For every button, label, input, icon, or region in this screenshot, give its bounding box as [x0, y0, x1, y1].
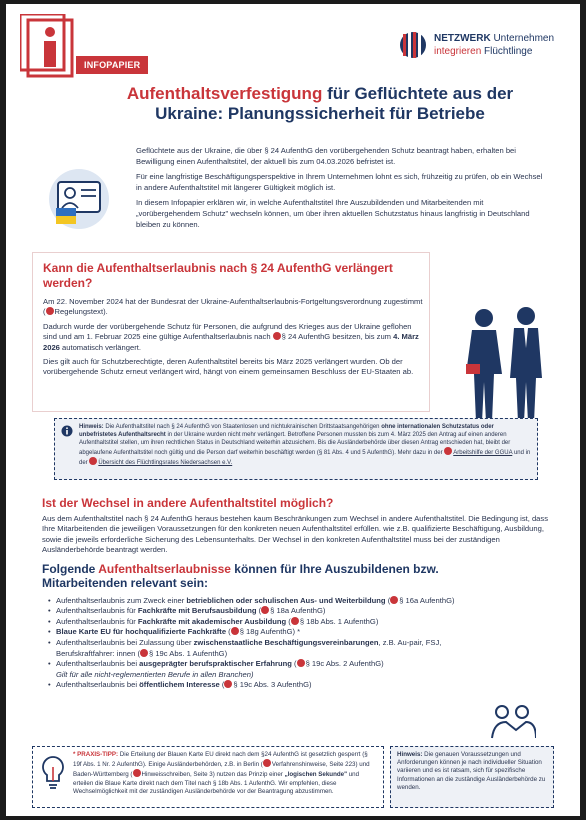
permit-law-link[interactable]: § 18a AufenthG [270, 606, 323, 616]
paragraph24-link[interactable]: § 24 AufenthG [281, 332, 331, 342]
intro-text [136, 146, 544, 235]
link-icon [133, 769, 141, 777]
permit-law-link[interactable]: § 19c Abs. 1 AufenthG [149, 648, 225, 658]
info-icon [61, 425, 73, 437]
hinweis-box-2: Hinweis: Die genauen Voraussetzungen und Anforderungen können je nach individueller Situation variieren und es ist ratsam, sich für spezifische Informationen an die zuständige Ausländerbehörde zu wenden. [390, 746, 554, 808]
link-icon [263, 759, 271, 767]
hinweis-box-1: Hinweis: Die Aufenthaltstitel nach § 24 AufenthG von Staatenlosen und nichtukrainischen Drittstaatsangehörigen ohne internationalen Schutzstatus oder unbefristetes Aufenthaltsrecht in der Ukraine wurden nicht mehr verlängert. Betroffene Personen mussten bis zum 4. März 2025 den Antrag auf einen anderen Aufenthaltstitel stellen, um ihren rechtlichen Status in Deutschland weiterhin abzusichern. Bis die Ausländerbehörde über diesen Antrag entschieden hat, bleibt der abgelaufene Aufenthaltstitel noch gültig und die Person darf weiterhin beschäftigt werden (§ 81 Abs. 4 und 5 AufenthG). Mehr dazu in der Arbeitshilfe der GGUA und in der Übersicht des Flüchtlingsrates Niedersachsen e.V. [54, 418, 538, 480]
permit-list [48, 596, 468, 691]
permit-list-item: • Aufenthaltserlaubnis bei Zulassung über zwischenstaatliche Beschäftigungsvereinbarungen, z.B. Au-pair, FSJ, Berufskraftfahrer: innen ( § 19c Abs. 1 AufenthG) [48, 638, 468, 659]
permit-list-item: • Aufenthaltserlaubnis bei öffentlichem Interesse ( § 19c Abs. 3 AufenthG) [48, 680, 468, 691]
globe-logo-icon [398, 30, 428, 60]
ukraine-id-card-icon [48, 168, 110, 230]
hinweisschreiben-link[interactable]: Hinweisschreiben, Seite 3 [141, 771, 213, 779]
link-icon [140, 649, 148, 657]
section1-heading: Kann die Aufenthaltserlaubnis nach § 24 AufenthG verlängert werden? [43, 261, 393, 290]
permit-law-link[interactable]: § 19c Abs. 3 AufenthG [233, 680, 309, 690]
link-icon [390, 596, 398, 604]
permit-list-item: • Aufenthaltserlaubnis zum Zweck einer betrieblichen oder schulischen Aus- und Weiterbildung ( § 16a AufenthG) [48, 596, 468, 607]
link-icon [291, 617, 299, 625]
page-title: Aufenthaltsverfestigung für Geflüchtete aus der Ukraine: Planungssicherheit für Betriebe [126, 84, 514, 123]
link-icon [231, 627, 239, 635]
netzwerk-logo [398, 30, 576, 66]
intro-paragraph: Geflüchtete aus der Ukraine, die über § 24 AufenthG den vorübergehenden Schutz beantragt haben, erhalten bei Bewilligung einen Aufenthaltstitel, der aktuell bis zum 04.03.2026 befristet ist. [136, 146, 516, 166]
section-verlaengerung [32, 252, 430, 412]
link-icon [273, 332, 281, 340]
link-icon [297, 659, 305, 667]
permit-list-item: • Blaue Karte EU für hochqualifizierte Fachkräfte ( § 18g AufenthG) * [48, 627, 468, 638]
section2-heading: Ist der Wechsel in andere Aufenthaltstitel möglich? [42, 496, 334, 510]
uebersicht-link[interactable]: Übersicht des Flüchtlingsrates Niedersachsen e.V. [98, 460, 233, 466]
permit-law-link[interactable]: § 19c Abs. 2 AufenthG [305, 659, 382, 669]
permit-list-item: • Aufenthaltserlaubnis für Fachkräfte mit Berufsausbildung ( § 18a AufenthG) [48, 606, 468, 617]
intro-paragraph: Für eine langfristige Beschäftigungsperspektive in Ihrem Unternehmen lohnt es sich, frühzeitig zu prüfen, ob ein Wechsel in andere Aufenthaltstitel mit längerer Gültigkeit möglich ist. [136, 172, 543, 192]
section2-lead: Aus dem Aufenthaltstitel nach § 24 AufenthG heraus bestehen kaum Beschränkungen zum Wechsel in andere Aufenthaltstitel. Die Bedingung ist, dass Ihre Mitarbeitenden die jeweiligen Voraussetzungen für den konkreten neuen Aufenthaltstitel erfüllen. wie z.B. qualifizierte Beschäftigung, Ausbildung, sowie die jeweils erforderliche Sicherung des Lebensunterhalts. Der Wechsel in den konkreten Aufenthaltstitel muss bei der zuständigen Ausländerbehörde beantragt werden. [42, 514, 549, 555]
intro-paragraph: In diesem Infopapier erklären wir, in welche Aufenthaltstitel Ihre Auszubildenden und Mitarbeitenden mit „vorübergehendem Schutz" wechseln können, um über ihren aktuellen Schutzstatus hinaus langfristig in Deutschland bleiben zu können. [136, 198, 530, 229]
arbeitshilfe-link[interactable]: Arbeitshilfe der GGUA [453, 450, 513, 456]
link-icon [224, 680, 232, 688]
link-icon [89, 457, 97, 465]
netzwerk-line2: integrieren Flüchtlinge [434, 46, 533, 57]
infopapier-logo [20, 14, 141, 80]
link-icon [261, 606, 269, 614]
infopapier-badge: INFOPAPIER [76, 56, 148, 74]
permit-law-link[interactable]: § 18b Abs. 1 AufenthG [299, 616, 376, 626]
infopaper-page [6, 4, 580, 816]
link-icon [46, 307, 54, 315]
praxis-tipp-box: * PRAXIS-TIPP: Die Erteilung der Blauen Karte EU direkt nach dem §24 AufenthG ist gesetzlich gesperrt (§ 19f Abs. 1 Nr. 2 AufenthG). Einige Ausländerbehörden, z.B. in Berlin ( Verfahrenshinweise, Seite 223) und Baden-Württemberg ( Hinweisschreiben, Seite 3) nutzen das Prinzip einer „logischen Sekunde" und erteilen die Blaue Karte direkt nach dem Titel nach § 18b Abs. 1 AufenthG. Wir empfehlen, diese Wechselmöglichkeit mit der zuständigen Ausländerbehörde vor der Beantragung abzustimmen. [32, 746, 384, 808]
permit-law-link[interactable]: § 16a AufenthG [399, 595, 452, 605]
section-wechsel [32, 496, 554, 736]
regelungstext-link[interactable]: Regelungstext [54, 307, 104, 317]
section1-body: Am 22. November 2024 hat der Bundesrat der Ukraine-Aufenthaltserlaubnis-Fortgeltungsverordnung zugestimmt ( Regelungstext). Dadurch wurde der vorübergehende Schutz für Personen, die aufgrund des Krieges aus der Ukraine geflohen sind und am 1. Februar 2025 eine gültige Aufenthaltserlaubnis nach § 24 AufenthG besitzen, bis zum 4. März 2026 automatisch verlängert. Dies gilt auch für Schutzberechtigte, deren Aufenthaltstitel bereits bis März 2025 verlängert wurden. Ob der vorübergehende Schutz erneut verlängert wird, hängt von einem gemeinsamen Beschluss der EU-Staaten ab. [43, 297, 423, 377]
verfahrenshinweise-link[interactable]: Verfahrenshinweise, Seite 223 [271, 761, 356, 769]
business-people-illustration [450, 304, 560, 424]
netzwerk-line1: NETZWERK Unternehmen [434, 33, 555, 44]
lightbulb-icon [39, 753, 67, 793]
section2-subheading: Folgende Aufenthaltserlaubnisse können für Ihre Auszubildenen bzw. Mitarbeitenden relevant sein: [42, 561, 439, 590]
permit-list-item: • Aufenthaltserlaubnis bei ausgeprägter berufspraktischer Erfahrung ( § 19c Abs. 2 AufenthG) Gilt für alle nicht-reglementierten Berufe in allen Branchen) [48, 659, 468, 680]
consultation-icon [488, 704, 536, 740]
permit-law-link[interactable]: § 18g AufenthG [239, 627, 293, 637]
permit-list-item: • Aufenthaltserlaubnis für Fachkräfte mit akademischer Ausbildung ( § 18b Abs. 1 AufenthG) [48, 617, 468, 628]
link-icon [444, 447, 452, 455]
info-i-icon [20, 14, 78, 78]
permit-note: Gilt für alle nicht-reglementierten Berufe in allen Branchen) [56, 669, 254, 679]
